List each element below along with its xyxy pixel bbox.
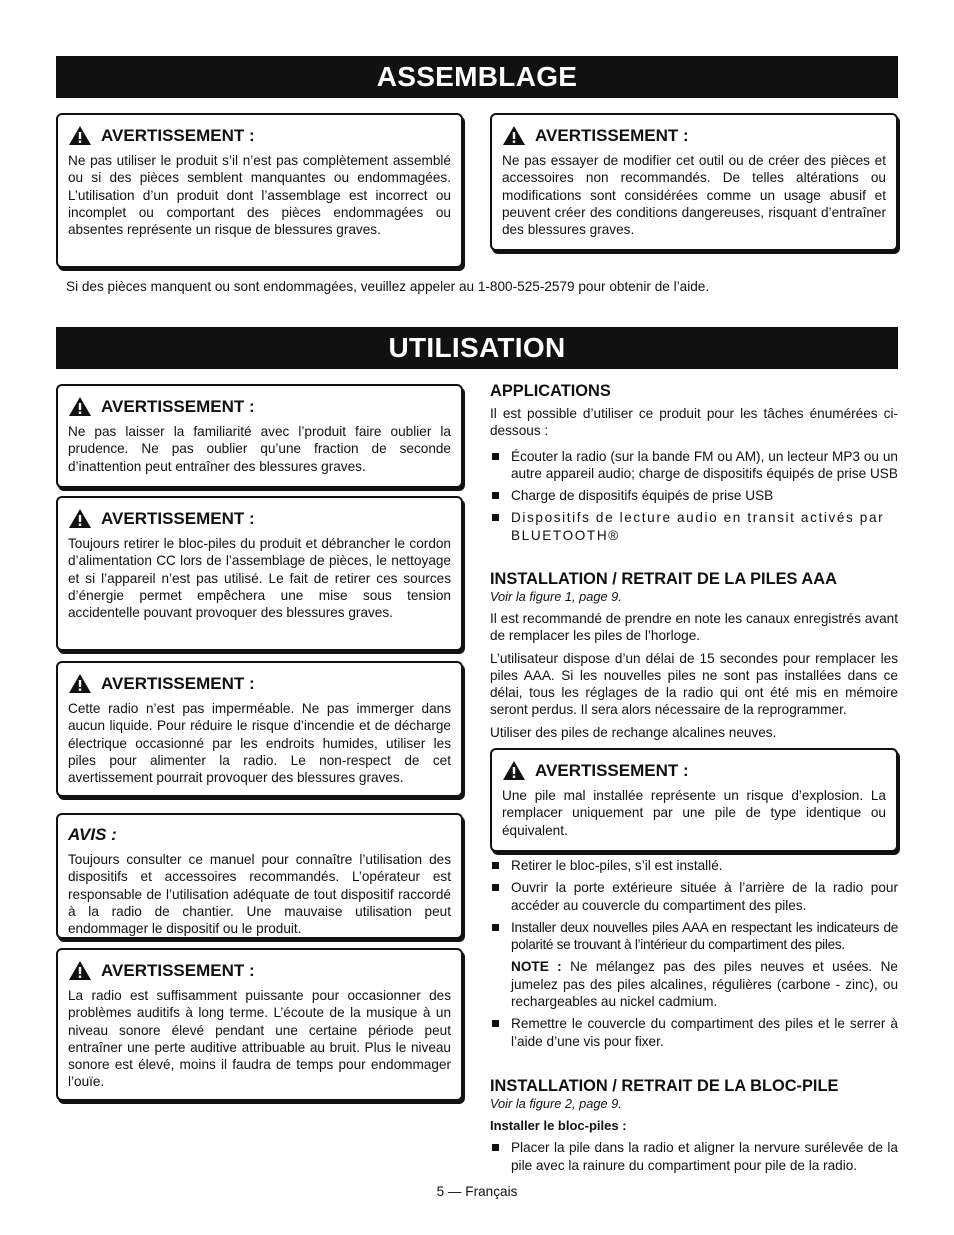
- warning-box: [490, 113, 898, 251]
- list-item: Écouter la radio (sur la bande FM ou AM), un lecteur MP3 ou un autre appareil audio; charge de dispositifs équipés de prise USB: [490, 448, 898, 483]
- paragraph: L’utilisateur dispose d’un délai de 15 secondes pour remplacer les piles AAA. Si les nouvelles piles ne sont pas installées dans ce délai, tous les réglages de la radio qui ont été mis en mémoire seront perdus. Il sera alors nécessaire de la reprogrammer.: [490, 650, 898, 718]
- section-banner-utilisation: UTILISATION: [56, 327, 898, 369]
- bloc-pile-heading: INSTALLATION / RETRAIT DE LA BLOC-PILE: [490, 1077, 839, 1095]
- warning-label: AVERTISSEMENT :: [535, 760, 689, 780]
- warning-text: Cette radio n’est pas imperméable. Ne pas immerger dans aucun liquide. Pour réduire le risque d’incendie et de décharge électrique occasionné par les endroits humides, utiliser les piles pour alimenter la radio. Le non-respect de cet avertissement pourrait provoquer des blessures graves.: [68, 701, 451, 786]
- avis-text: Toujours consulter ce manuel pour connaître l’utilisation des dispositifs et accessoires recommandés. L’opérateur est responsable de l’utilisation adéquate de tout dispositif raccordé à la radio de chantier. Une mauvaise utilisation peut endommager le dispositif ou le produit.: [68, 852, 451, 937]
- help-phone-line: Si des pièces manquent ou sont endommagées, veuillez appeler au 1-800-525-2579 pour obtenir de l’aide.: [66, 279, 710, 294]
- aaa-heading: INSTALLATION / RETRAIT DE LA PILES AAA: [490, 570, 837, 588]
- warning-text: Une pile mal installée représente un risque d’explosion. La remplacer uniquement par une pile de type identique ou équivalent.: [502, 788, 886, 838]
- bloc-pile-section: [490, 1076, 898, 1174]
- warning-box: [490, 748, 898, 852]
- warning-text: La radio est suffisamment puissante pour occasionner des problèmes auditifs à long terme. L’écoute de la musique à un niveau sonore élevé pendant une certaine période peut entraîner une perte auditive attribuable au bruit. Plus le niveau sonore est élevé, moins il faudra de temps pour endommager l’ouïe.: [68, 988, 451, 1090]
- section-banner-assemblage: ASSEMBLAGE: [56, 56, 898, 98]
- list-item: Dispositifs de lecture audio en transit activés par BLUETOOTH®: [490, 509, 898, 544]
- warning-box: [56, 113, 463, 268]
- warning-text: Ne pas laisser la familiarité avec l’produit faire oublier la prudence. Ne pas oublier qu’une fraction de seconde d’inattention peut entraîner des blessures graves.: [68, 424, 451, 474]
- warning-label: AVERTISSEMENT :: [101, 960, 255, 980]
- warning-triangle-icon: [68, 960, 92, 981]
- warning-triangle-icon: [68, 508, 92, 529]
- warning-triangle-icon: [502, 760, 526, 781]
- warning-box: [56, 661, 463, 797]
- applications-intro: Il est possible d’utiliser ce produit pour les tâches énumérées ci-dessous :: [490, 406, 898, 439]
- aaa-steps: [490, 857, 898, 1050]
- warning-triangle-icon: [68, 396, 92, 417]
- warning-text: Ne pas utiliser le produit s’il n’est pas complètement assemblé ou si des pièces semblent manquantes ou endommagées. L’utilisation d’un produit dont l’assemblage est incorrect ou incomplet ou comportant des pièces endommagées ou absentes représente un risque de blessures graves.: [68, 153, 451, 238]
- paragraph: Utiliser des piles de rechange alcalines neuves.: [490, 724, 777, 740]
- warning-label: AVERTISSEMENT :: [101, 125, 255, 145]
- warning-label: AVERTISSEMENT :: [101, 396, 255, 416]
- warning-box: [56, 948, 463, 1101]
- avis-box: [56, 813, 463, 939]
- warning-text: Toujours retirer le bloc-piles du produit et débrancher le cordon d’alimentation CC lors de l’assemblage de pièces, le nettoyage et si l’appareil n’est pas utilisé. Le fait de retirer ces sources d’énergie permet empêchera une mise sous tension accidentelle pouvant provoquer des blessures graves.: [68, 536, 451, 621]
- warning-label: AVERTISSEMENT :: [535, 125, 689, 145]
- applications-section: [490, 381, 898, 544]
- avis-label: AVIS :: [68, 825, 117, 844]
- warning-triangle-icon: [68, 125, 92, 146]
- figure-reference: Voir la figure 1, page 9.: [490, 589, 622, 604]
- warning-box: [56, 496, 463, 651]
- warning-box: [56, 384, 463, 488]
- list-item: Installer deux nouvelles piles AAA en respectant les indicateurs de polarité se trouvant à l’intérieur du compartiment des piles.: [490, 919, 898, 954]
- warning-label: AVERTISSEMENT :: [101, 673, 255, 693]
- list-item: Ouvrir la porte extérieure située à l’arrière de la radio pour accéder au couvercle du compartiment des piles.: [490, 879, 898, 914]
- note-text: Ne mélangez pas des piles neuves et usées. Ne jumelez pas des piles alcalines, régulières (carbone - zinc), ou rechargeables au nickel cadmium.: [511, 959, 898, 1010]
- note: [490, 958, 898, 1010]
- paragraph: Il est recommandé de prendre en note les canaux enregistrés avant de remplacer les piles de l’horloge.: [490, 611, 898, 644]
- warning-triangle-icon: [68, 673, 92, 694]
- note-label: NOTE :: [511, 959, 562, 975]
- subheading: Installer le bloc-piles :: [490, 1118, 627, 1133]
- warning-text: Ne pas essayer de modifier cet outil ou de créer des pièces et accessoires non recommandés. De telles altérations ou modifications sont considérées comme un usage abusif et peuvent créer des conditions dangereuses, risquant d’entraîner des blessures graves.: [502, 153, 886, 238]
- page-footer: 5 — Français: [436, 1184, 518, 1199]
- list-item: Placer la pile dans la radio et aligner la nervure surélevée de la pile avec la rainure du compartiment pour pile de la radio.: [490, 1139, 898, 1174]
- warning-triangle-icon: [502, 125, 526, 146]
- list-item: Retirer le bloc-piles, s’il est installé.: [490, 857, 898, 874]
- list-item: Remettre le couvercle du compartiment des piles et le serrer à l’aide d’une vis pour fixer.: [490, 1015, 898, 1050]
- aaa-section: [490, 569, 898, 741]
- applications-heading: APPLICATIONS: [490, 382, 611, 400]
- warning-label: AVERTISSEMENT :: [101, 508, 255, 528]
- list-item: Charge de dispositifs équipés de prise USB: [490, 487, 898, 504]
- figure-reference: Voir la figure 2, page 9.: [490, 1096, 622, 1111]
